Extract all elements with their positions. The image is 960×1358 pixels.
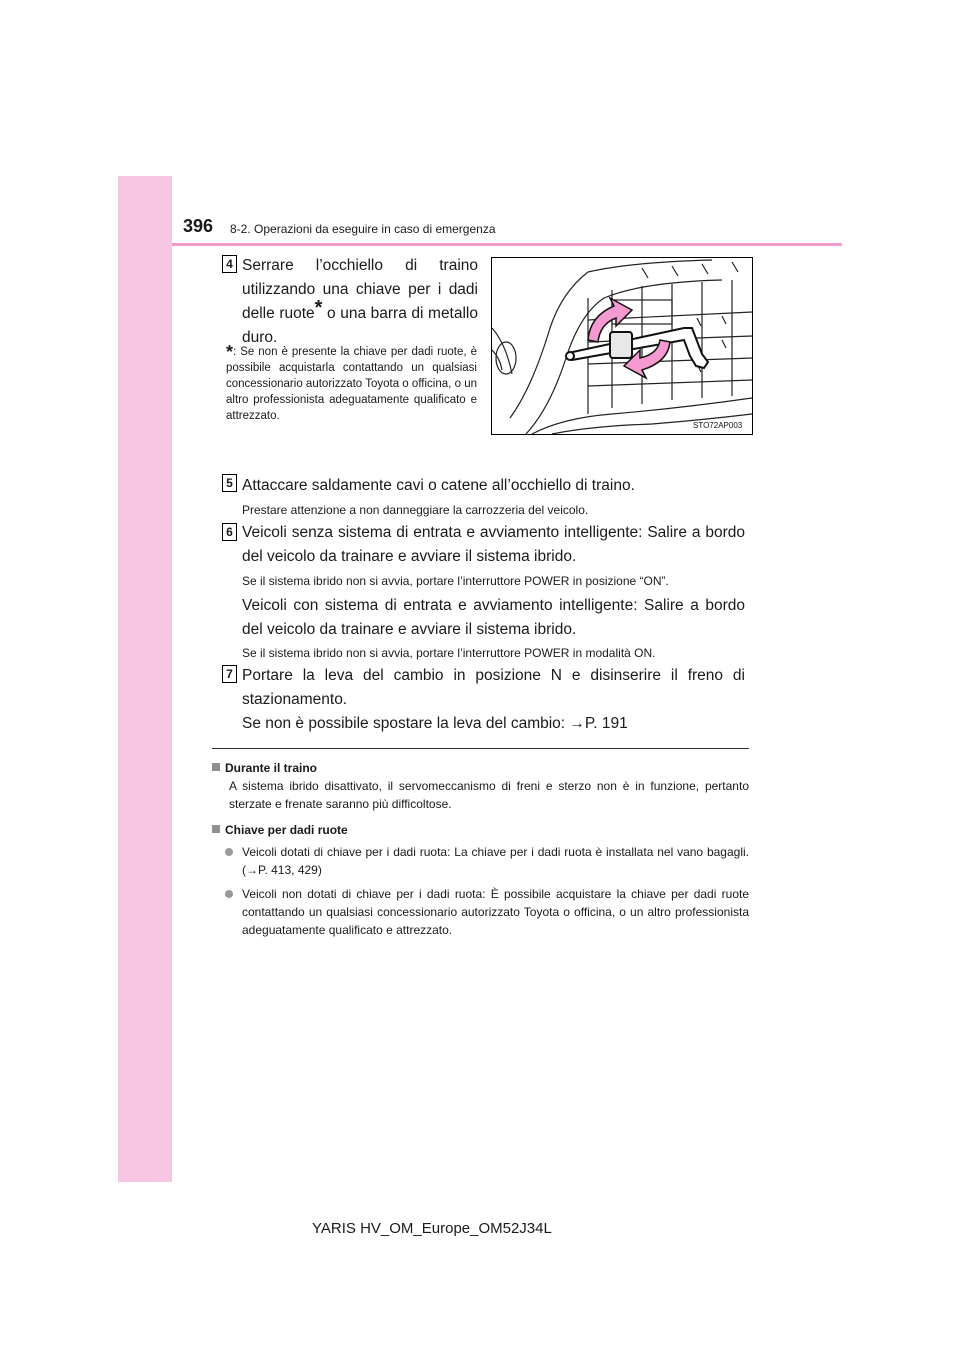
- page-reference-arrow: →: [569, 715, 585, 732]
- step-4-text: [242, 254, 478, 350]
- step-4-text-main: Serrare l’occhiello di traino utilizzando una chiave per i dadi delle ruote: [242, 257, 478, 322]
- page-number: 396: [183, 216, 214, 236]
- note-bullet-without-wrench: [212, 885, 749, 939]
- note-heading-towing-text: Durante il traino: [225, 761, 318, 775]
- page-reference[interactable]: P. 191: [584, 715, 628, 732]
- step-number-6: 6: [222, 523, 237, 541]
- step-number-7: 7: [222, 665, 237, 683]
- note-bullet-with-wrench: [212, 843, 749, 879]
- page-reference-arrow: →: [246, 863, 258, 877]
- step-number-5: 5: [222, 474, 237, 492]
- notes-section: [212, 759, 749, 939]
- step-4-star: *: [314, 297, 323, 319]
- side-tab-band: [118, 176, 172, 1182]
- step-7-subtext-prefix: Se non è possibile spostare la leva del cambio:: [242, 715, 570, 732]
- page-reference[interactable]: P. 413, 429): [258, 863, 322, 877]
- section-divider: [212, 748, 749, 749]
- illustration-code: STO72AP003: [693, 421, 743, 430]
- step-4-text-end: o una barra di metallo duro.: [242, 305, 478, 346]
- step-number-4: 4: [222, 255, 237, 273]
- note-bullet-2-text: Veicoli non dotati di chiave per i dadi ruota: È possibile acquistare la chiave per dadi ruote contattando un qualsiasi concessionario autorizzato Toyota o officina, o un altro professionista adeguatamente qualificato e attrezzato.: [242, 887, 749, 937]
- step-5-text: Attaccare saldamente cavi o catene all’occhiello di traino.: [242, 477, 635, 494]
- note-heading-wrench-text: Chiave per dadi ruote: [225, 823, 348, 837]
- step-6-note: Se il sistema ibrido non si avvia, portare l’interruttore POWER in posizione “ON”.: [242, 574, 669, 588]
- note-bullet-1-before: Veicoli dotati di chiave per i dadi ruota: La chiave per i dadi ruota è installata nel vano bagagli. (: [242, 845, 749, 877]
- header-rule: [172, 243, 842, 246]
- square-bullet-icon: [212, 763, 220, 771]
- footer-document-code: YARIS HV_OM_Europe_OM52J34L: [312, 1220, 552, 1237]
- step-6-text: Veicoli senza sistema di entrata e avviamento intelligente: Salire a bordo del veicolo da trainare e avviare il sistema ibrido.: [242, 524, 745, 565]
- step-7-text: Portare la leva del cambio in posizione N e disinserire il freno di stazionamento.: [242, 667, 745, 708]
- footnote-marker: *: [226, 342, 234, 362]
- step-6-note-alt: Se il sistema ibrido non si avvia, portare l’interruttore POWER in modalità ON.: [242, 646, 656, 660]
- round-bullet-icon: [225, 890, 233, 898]
- round-bullet-icon: [225, 848, 233, 856]
- note-body-towing: A sistema ibrido disattivato, il servomeccanismo di freni e sterzo non è in funzione, pertanto sterzate e frenate saranno più difficoltose.: [229, 779, 749, 811]
- square-bullet-icon: [212, 825, 220, 833]
- towing-eye-drawing: [492, 258, 752, 434]
- note-heading-wrench: [212, 821, 749, 839]
- note-heading-towing: [212, 759, 749, 777]
- step-7-subtext: [242, 712, 752, 736]
- towing-eye-illustration: [491, 257, 753, 435]
- footnote: [226, 344, 477, 424]
- step-6-text-alt: Veicoli con sistema di entrata e avviamento intelligente: Salire a bordo del veicolo da trainare e avviare il sistema ibrido.: [242, 597, 745, 638]
- section-title: 8-2. Operazioni da eseguire in caso di emergenza: [230, 222, 496, 236]
- footnote-text: : Se non è presente la chiave per dadi ruote, è possibile acquistarla contattando un qualsiasi concessionario autorizzato Toyota o officina, o un altro professionista adeguatamente qualificato e attrezzato.: [226, 346, 477, 422]
- step-5-note: Prestare attenzione a non danneggiare la carrozzeria del veicolo.: [242, 503, 589, 517]
